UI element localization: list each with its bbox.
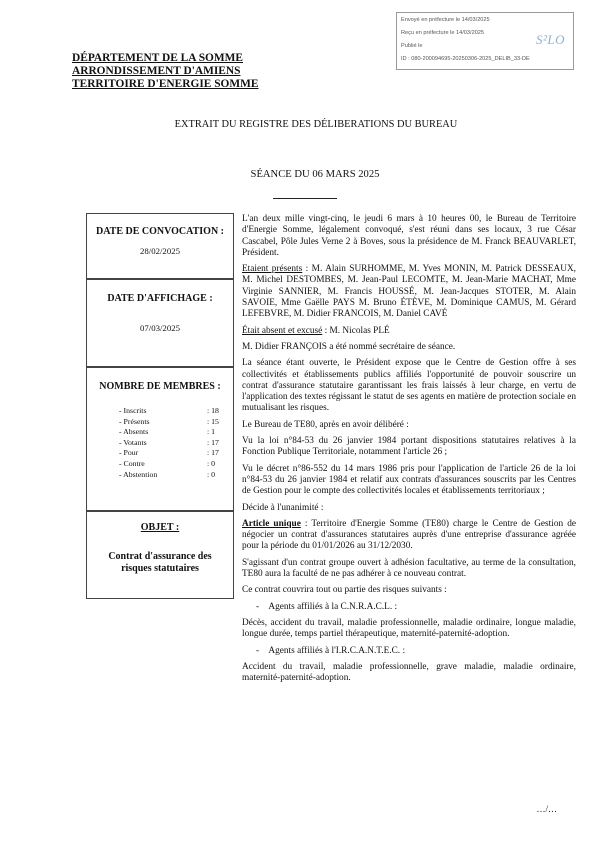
presents-list: : M. Alain SURHOMME, M. Yves MONIN, M. Patrick DESSEAUX, M. Michel DESTOMBES, M. Jean-Paul LECOMTE, M. Jean-Marie MACHAT, Mme Virginie SANNIER, M. Francis HOUSSÉ, M. Jean-Jacques STOTER, M. Alain SAVOIE, Mme Gaëlle PAYS M. Bruno ÉTÈVE, M. Dominique CAMUS, M. Gérard LEFEBVRE, M. Didier FRANCOIS, M. Daniel CAVÉ (242, 264, 576, 320)
header-arrondissement: ARRONDISSEMENT D'AMIENS (72, 65, 241, 78)
member-row-inscrits: - Inscrits : 18 (119, 406, 219, 415)
presents-label: Etaient présents (242, 264, 303, 275)
title-separator (273, 198, 337, 199)
members-list (119, 406, 219, 480)
ircantec-risks: Accident du travail, maladie professionnelle, grave maladie, maladie ordinaire, maternité-paternité-adoption. (242, 661, 576, 684)
convocation-date: 28/02/2025 (139, 246, 181, 256)
member-row-pour: - Pour : 17 (119, 448, 219, 458)
legal-reference-law: Vu la loi n°84-53 du 26 janvier 1984 portant dispositions statutaires relatives à la Fonction Publique Territoriale, notamment l'article 26 ; (242, 436, 576, 458)
member-row-votants: - Votants : 17 (119, 437, 219, 447)
risks-intro-paragraph: Ce contrat couvrira tout ou partie des risques suivants : (242, 585, 447, 596)
stamp-received-line: Reçu en préfecture le 14/03/2025 (401, 30, 485, 36)
member-row-absents: - Absents : 1 (119, 427, 216, 437)
register-extract-title: EXTRAIT DU REGISTRE DES DÉLIBERATIONS DU BUREAU (174, 119, 458, 130)
deliberation-body (242, 214, 576, 689)
transmission-stamp (396, 12, 574, 70)
opening-paragraph: L'an deux mille vingt-cinq, le jeudi 6 mars à 10 heures 00, le Bureau de Territoire d'Energie Somme, légalement convoqué, s'est réuni dans ses locaux, 3 rue César Cascabel, Pôle Jules Verne 2 à Boves, sous la présidence de M. Franck BEAUVARLET, Président. (242, 214, 576, 258)
cnracl-risks: Décès, accident du travail, maladie professionnelle, maladie ordinaire, longue maladie, longue durée, temps partiel thérapeutique, maternité-paternité-adoption. (242, 617, 576, 640)
stamp-published-line: Publié le (401, 43, 423, 49)
ircantec-bullet: - Agents affiliés à l'I.R.C.A.N.T.E.C. : (256, 645, 406, 656)
decision-paragraph: Décide à l'unanimité : (242, 502, 324, 513)
objet-subject: Contrat d'assurance des risques statutaires (108, 551, 212, 574)
stamp-id-line: ID : 080-200094695-20250306-2025_DELIB_33-DE (401, 56, 530, 62)
excused-label: Était absent et excusé (242, 325, 323, 336)
s2lo-logo: S²LO (535, 32, 565, 47)
stamp-sent-line: Envoyé en préfecture le 14/03/2025 (401, 17, 490, 23)
session-title: SÉANCE DU 06 MARS 2025 (250, 169, 380, 180)
page-continuation: …/… (536, 804, 557, 814)
header-territory: TERRITOIRE D'ENERGIE SOMME (72, 78, 259, 91)
article-text: : Territoire d'Energie Somme (TE80) charge le Centre de Gestion de négocier un contrat d'assurances statutaires auprès d'une entreprise d'assurance agréée pour la période du 01/01/2026 au 31/12/2030. (242, 518, 576, 552)
members-box (86, 367, 234, 511)
exposition-paragraph: La séance étant ouverte, le Président expose que le Centre de Gestion offre à ses collectivités et établissements publics affiliés l'opportunité de pouvoir souscrire un contrat d'assurance statutaire garantissant les frais laissés à leur charge, en vertu de l'application des textes régissant le statut de ses agents en matière de protection sociale en mutualisant les risques. (242, 358, 576, 414)
convocation-label: DATE DE CONVOCATION : (95, 226, 225, 237)
member-row-presents: - Présents : 15 (119, 416, 219, 426)
excused-list: : M. Nicolas PLÉ (322, 325, 390, 336)
convocation-box (86, 213, 234, 279)
header-department: DÉPARTEMENT DE LA SOMME (72, 52, 244, 64)
members-label: NOMBRE DE MEMBRES : (99, 381, 221, 392)
legal-reference-decree: Vu le décret n°86-552 du 14 mars 1986 pris pour l'application de l'article 26 de la loi n°84-53 du 26 janvier 1984 et relatif aux contrats d'assurances souscrits par les Centres de Gestion pour le compte des collectivités locales et établissements territoriaux ; (242, 463, 576, 497)
member-row-contre: - Contre : 0 (119, 458, 216, 468)
member-row-abstention: - Abstention : 0 (119, 469, 216, 479)
excused-paragraph (242, 326, 576, 337)
secretary-paragraph: M. Didier FRANÇOIS a été nommé secrétaire de séance. (242, 341, 456, 352)
article-label: Article unique (242, 518, 301, 529)
objet-box (86, 511, 234, 599)
affichage-label: DATE D'AFFICHAGE : (107, 293, 213, 304)
attendees-paragraph (242, 264, 576, 320)
issuer-header (72, 52, 259, 92)
affichage-box (86, 279, 234, 367)
cnracl-bullet: - Agents affiliés à la C.N.R.A.C.L. : (256, 601, 398, 612)
objet-label: OBJET : (140, 522, 180, 533)
article-paragraph (242, 519, 576, 553)
affichage-date: 07/03/2025 (139, 323, 181, 333)
group-contract-paragraph: S'agissant d'un contrat groupe ouvert à adhésion facultative, au terme de la consultation, TE80 aura la faculté de ne pas adhérer à ce nouveau contrat. (242, 557, 576, 580)
bureau-paragraph: Le Bureau de TE80, après en avoir délibéré : (242, 419, 409, 430)
